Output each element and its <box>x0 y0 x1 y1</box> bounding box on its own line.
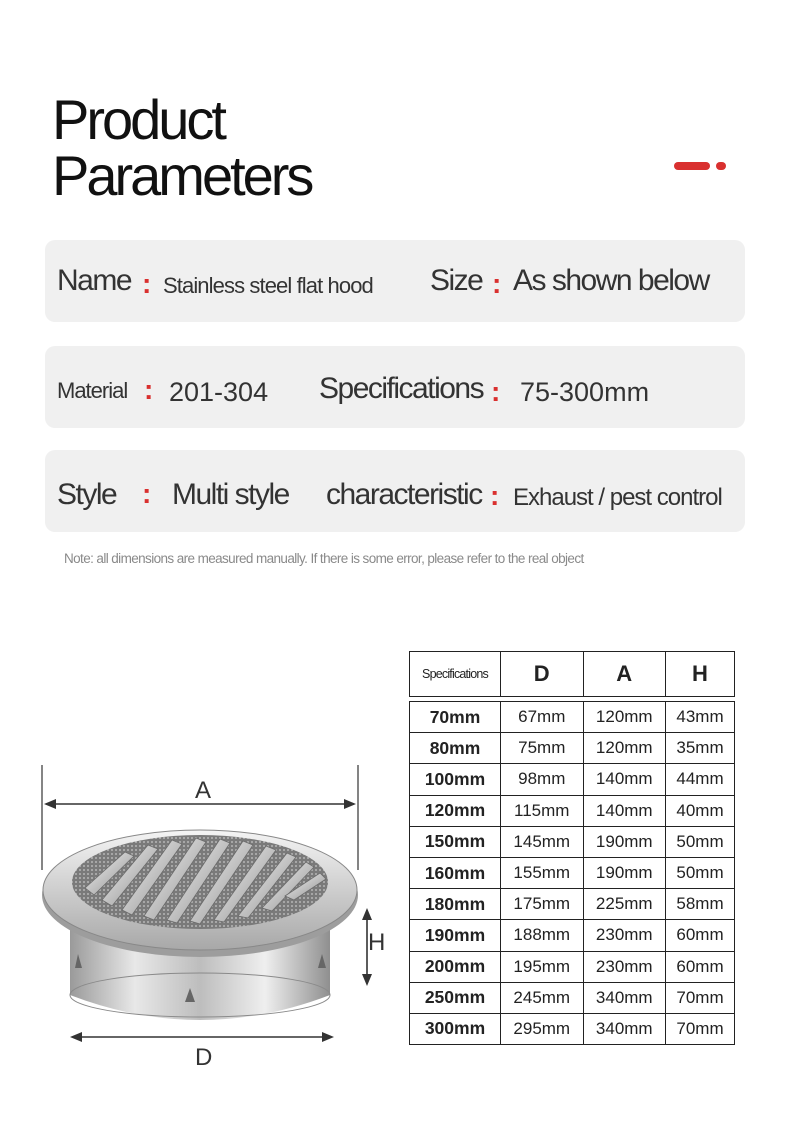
cell-d: 115mm <box>501 795 584 826</box>
arrow-head <box>362 974 372 986</box>
page-title-line-2: Parameters <box>52 144 312 207</box>
param-row-material-specifications <box>45 346 745 428</box>
table-row <box>410 733 735 764</box>
table-row <box>410 702 735 733</box>
accent-bar <box>674 162 710 170</box>
param-row-style-characteristic <box>45 450 745 532</box>
cell-a: 140mm <box>583 764 666 795</box>
cell-d: 295mm <box>501 1013 584 1044</box>
cell-spec: 150mm <box>410 826 501 857</box>
dimension-h-label: H <box>368 929 386 956</box>
dimension-d-label: D <box>195 1044 213 1071</box>
spec-table <box>409 651 735 1045</box>
cell-h: 70mm <box>666 982 735 1013</box>
cell-d: 175mm <box>501 889 584 920</box>
table-row <box>410 826 735 857</box>
cell-a: 340mm <box>583 1013 666 1044</box>
table-row <box>410 764 735 795</box>
arrow-head <box>70 1032 82 1042</box>
cell-spec: 80mm <box>410 733 501 764</box>
characteristic-label: characteristic <box>326 478 482 511</box>
param-row-name-size <box>45 240 745 322</box>
material-value: 201-304 <box>169 377 269 407</box>
name-label: Name <box>57 264 132 297</box>
table-row <box>410 982 735 1013</box>
cell-h: 44mm <box>666 764 735 795</box>
cell-h: 43mm <box>666 702 735 733</box>
cell-spec: 250mm <box>410 982 501 1013</box>
arrow-head <box>44 799 56 809</box>
table-row <box>410 857 735 888</box>
header-a: A <box>583 652 666 697</box>
specifications-label: Specifications <box>319 372 484 405</box>
cell-d: 195mm <box>501 951 584 982</box>
cell-d: 145mm <box>501 826 584 857</box>
characteristic-separator: : <box>490 480 500 511</box>
cell-d: 67mm <box>501 702 584 733</box>
cell-h: 60mm <box>666 920 735 951</box>
cell-a: 120mm <box>583 702 666 733</box>
cell-d: 75mm <box>501 733 584 764</box>
specifications-value: 75-300mm <box>520 377 650 407</box>
cell-a: 190mm <box>583 857 666 888</box>
material-separator: : <box>144 374 154 405</box>
size-value: As shown below <box>513 264 709 297</box>
cell-h: 50mm <box>666 857 735 888</box>
size-label: Size <box>430 264 483 297</box>
table-row <box>410 795 735 826</box>
page-title <box>52 88 312 207</box>
cell-d: 155mm <box>501 857 584 888</box>
cell-spec: 190mm <box>410 920 501 951</box>
cell-a: 140mm <box>583 795 666 826</box>
cell-a: 225mm <box>583 889 666 920</box>
material-label: Material <box>57 378 128 403</box>
table-row <box>410 889 735 920</box>
cell-h: 50mm <box>666 826 735 857</box>
header-d: D <box>501 652 584 697</box>
style-separator: : <box>142 478 152 509</box>
table-row <box>410 920 735 951</box>
style-label: Style <box>57 478 117 511</box>
name-value: Stainless steel flat hood <box>163 273 373 298</box>
cell-a: 120mm <box>583 733 666 764</box>
table-row <box>410 951 735 982</box>
cell-h: 35mm <box>666 733 735 764</box>
product-diagram <box>30 740 390 1080</box>
style-value: Multi style <box>172 478 289 511</box>
arrow-head <box>344 799 356 809</box>
dimension-a-label: A <box>195 777 212 804</box>
cell-a: 190mm <box>583 826 666 857</box>
cell-spec: 180mm <box>410 889 501 920</box>
cell-spec: 70mm <box>410 702 501 733</box>
cell-a: 230mm <box>583 951 666 982</box>
measurement-note: Note: all dimensions are measured manually. If there is some error, please refer to the real object <box>64 551 584 566</box>
cell-spec: 200mm <box>410 951 501 982</box>
size-separator: : <box>492 268 502 299</box>
arrow-head <box>362 908 372 920</box>
cell-spec: 100mm <box>410 764 501 795</box>
cell-spec: 120mm <box>410 795 501 826</box>
specifications-separator: : <box>491 376 501 407</box>
cell-h: 60mm <box>666 951 735 982</box>
cell-h: 40mm <box>666 795 735 826</box>
page-title-line-1: Product <box>52 88 224 151</box>
cell-a: 230mm <box>583 920 666 951</box>
table-header-row <box>410 652 735 697</box>
cell-a: 340mm <box>583 982 666 1013</box>
cell-d: 245mm <box>501 982 584 1013</box>
cell-h: 70mm <box>666 1013 735 1044</box>
accent-dot <box>716 162 726 170</box>
name-separator: : <box>142 268 152 299</box>
cell-spec: 160mm <box>410 857 501 888</box>
cell-d: 188mm <box>501 920 584 951</box>
arrow-head <box>322 1032 334 1042</box>
header-specifications: Specifications <box>410 652 501 697</box>
cell-spec: 300mm <box>410 1013 501 1044</box>
table-row <box>410 1013 735 1044</box>
header-h: H <box>666 652 735 697</box>
cell-h: 58mm <box>666 889 735 920</box>
characteristic-value: Exhaust / pest control <box>513 484 722 511</box>
cell-d: 98mm <box>501 764 584 795</box>
